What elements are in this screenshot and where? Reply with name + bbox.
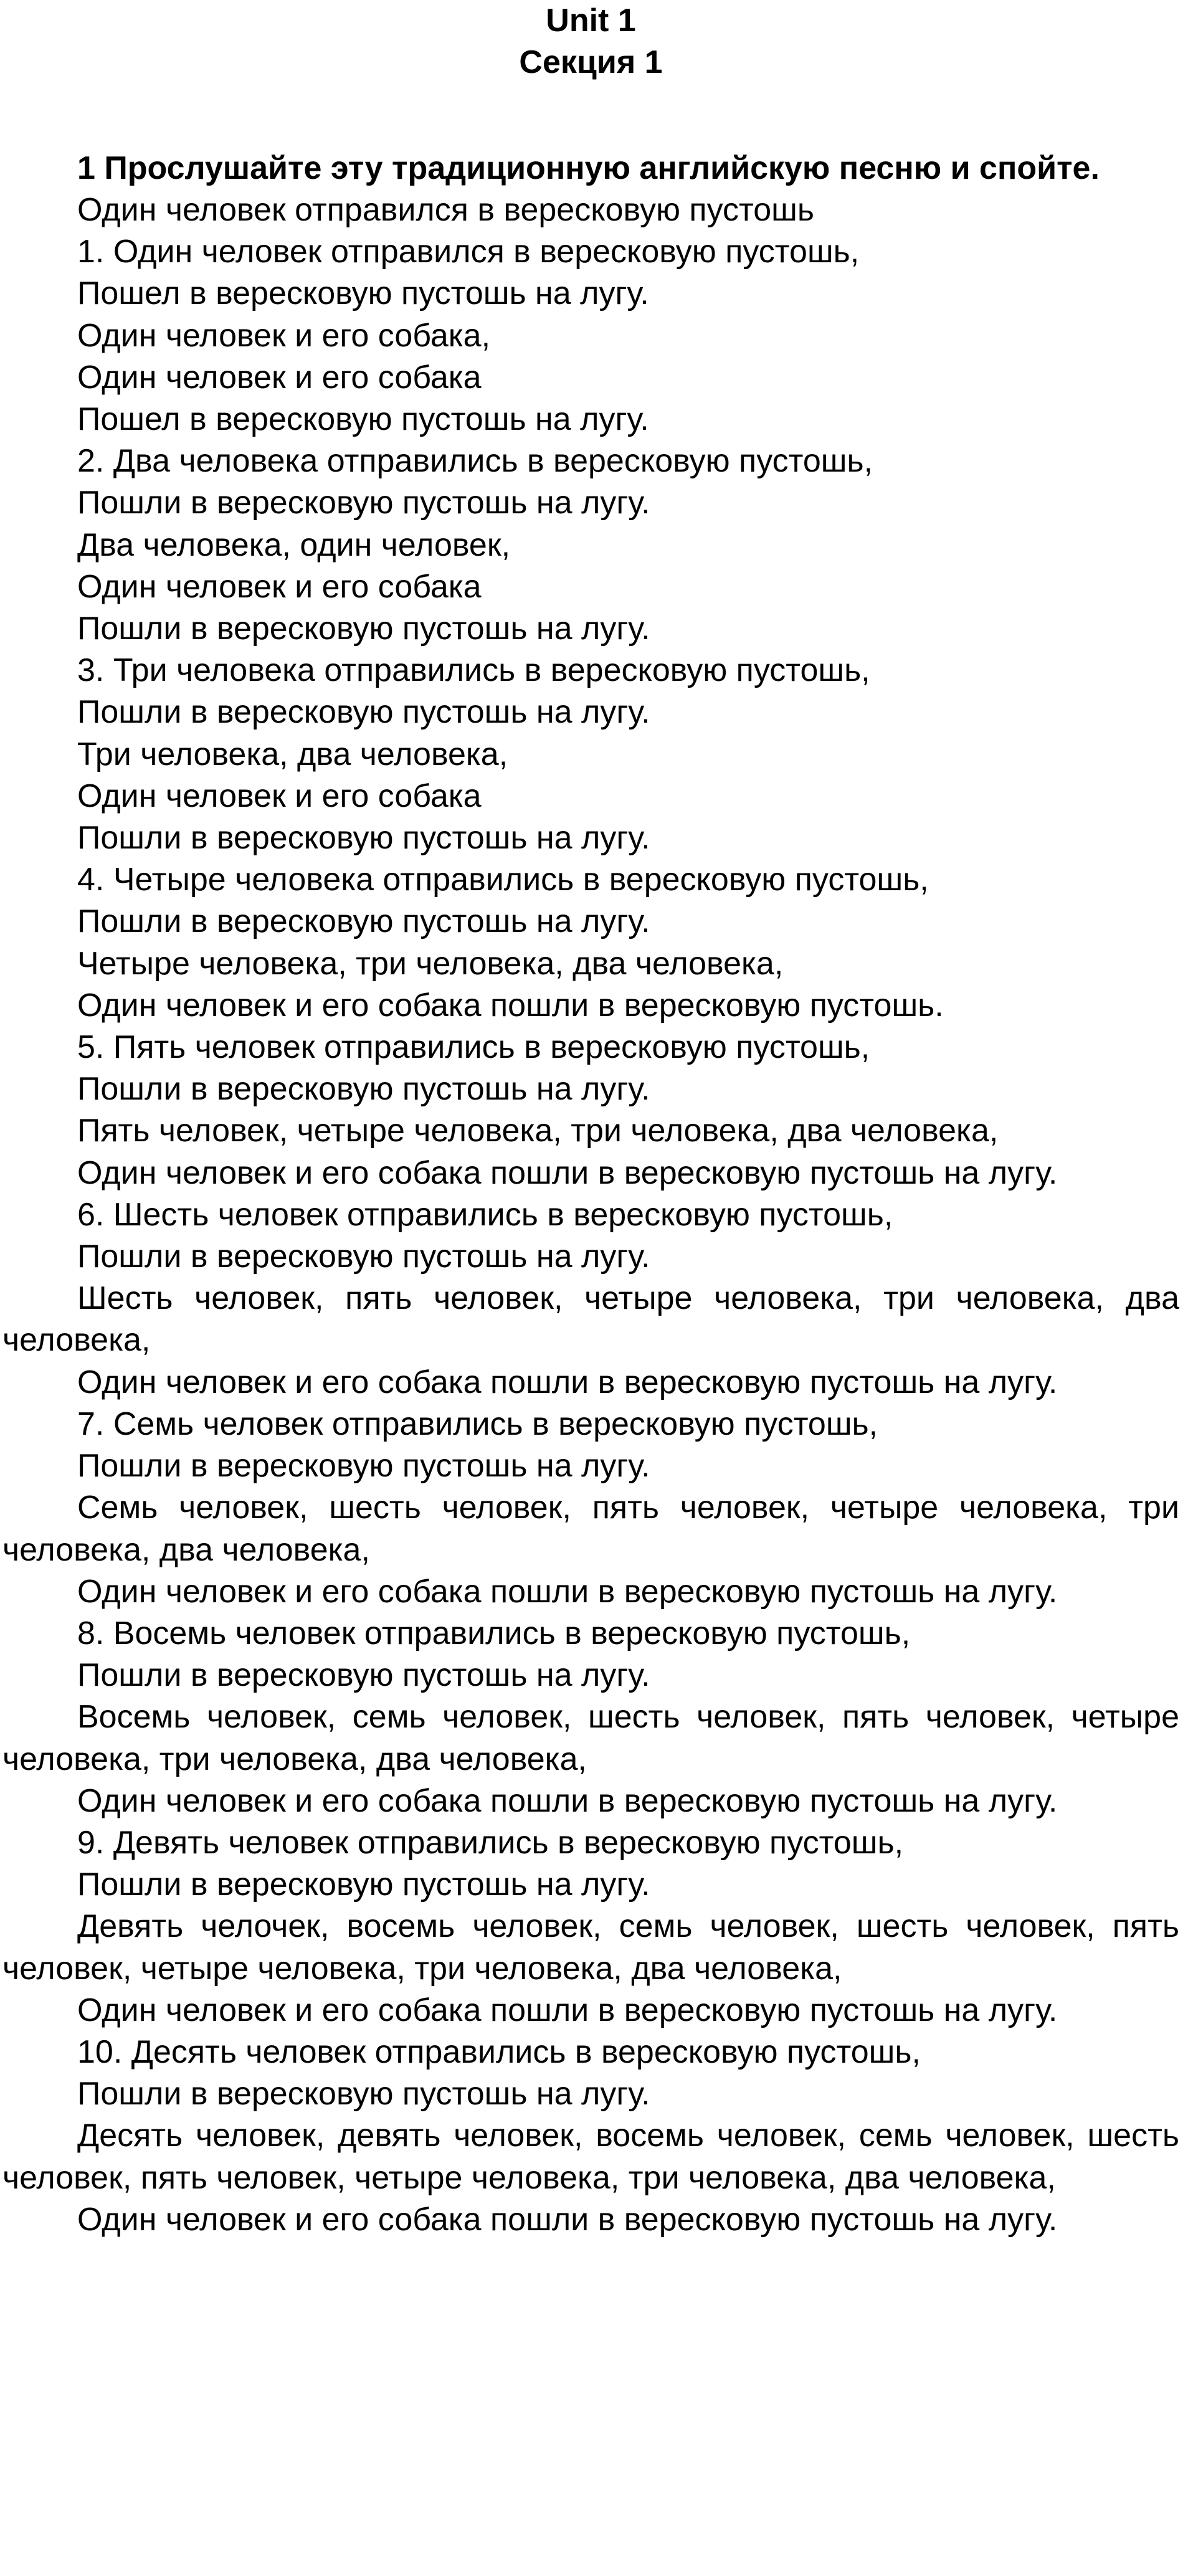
song-line: Пошел в вересковую пустошь на лугу. bbox=[77, 401, 649, 438]
song-line: Шесть человек, пять человек, четыре человека, три человека, два человека, bbox=[2, 1280, 1179, 1359]
song-line: 7. Семь человек отправились в вересковую пустошь, bbox=[77, 1405, 878, 1442]
song-line: 8. Восемь человек отправились в вересковую пустошь, bbox=[77, 1615, 911, 1652]
song-line: Пошли в вересковую пустошь на лугу. bbox=[77, 611, 650, 647]
song-line: Пять человек, четыре человека, три человека, два человека, bbox=[77, 1113, 999, 1149]
song-line: 3. Три человека отправились в вересковую пустошь, bbox=[77, 652, 870, 689]
song-line: Один человек и его собака bbox=[77, 568, 482, 605]
song-line: Пошли в вересковую пустошь на лугу. bbox=[77, 1657, 650, 1694]
task-instruction: 1 Прослушайте эту традиционную английскую песню и спойте. bbox=[77, 150, 1100, 186]
song-line: Один человек и его собака пошли в вересковую пустошь на лугу. bbox=[77, 1992, 1058, 2028]
song-line: 2. Два человека отправились в вересковую пустошь, bbox=[77, 443, 873, 480]
song-line: Один человек и его собака пошли в вересковую пустошь на лугу. bbox=[77, 2201, 1058, 2238]
song-line: 5. Пять человек отправились в вересковую пустошь, bbox=[77, 1029, 870, 1066]
song-line: Три человека, два человека, bbox=[77, 736, 508, 772]
song-line: Один человек и его собака пошли в вересковую пустошь на лугу. bbox=[77, 1782, 1058, 1819]
song-line: 1. Один человек отправился в вересковую пустошь, bbox=[77, 234, 860, 270]
song-line: 6. Шесть человек отправились в вересковую пустошь, bbox=[77, 1196, 893, 1233]
song-line: Пошли в вересковую пустошь на лугу. bbox=[77, 1238, 650, 1275]
song-line: Пошли в вересковую пустошь на лугу. bbox=[77, 2076, 650, 2113]
song-line: Семь человек, шесть человек, пять человек, четыре человека, три человека, два человека, bbox=[2, 1490, 1179, 1568]
song-line: Один человек и его собака пошли в вересковую пустошь на лугу. bbox=[77, 1573, 1058, 1610]
song-line: Четыре человека, три человека, два человека, bbox=[77, 945, 784, 982]
song-text bbox=[2, 189, 1179, 2241]
song-line: Один человек и его собака пошли в вересковую пустошь на лугу. bbox=[77, 1364, 1058, 1400]
song-line: Один человек и его собака пошли в вересковую пустошь. bbox=[77, 987, 944, 1024]
song-line: Два человека, один человек, bbox=[77, 526, 511, 563]
song-line: Пошли в вересковую пустошь на лугу. bbox=[77, 903, 650, 940]
song-line: Один человек и его собака пошли в вересковую пустошь на лугу. bbox=[77, 1154, 1058, 1191]
song-line: Пошли в вересковую пустошь на лугу. bbox=[77, 1071, 650, 1108]
song-line: Один человек и его собака bbox=[77, 359, 482, 396]
song-line: Десять человек, девять человек, восемь человек, семь человек, шесть человек, пять человек, четыре человека, три человека, два человека, bbox=[2, 2117, 1179, 2196]
song-line: Пошли в вересковую пустошь на лугу. bbox=[77, 1448, 650, 1485]
song-line: Пошли в вересковую пустошь на лугу. bbox=[77, 485, 650, 521]
song-line: 10. Десять человек отправились в вересковую пустошь, bbox=[77, 2033, 921, 2070]
song-line: Один человек и его собака, bbox=[77, 317, 491, 354]
song-title: Один человек отправился в вересковую пустошь bbox=[77, 192, 814, 228]
song-line: 4. Четыре человека отправились в вересковую пустошь, bbox=[77, 862, 929, 898]
song-line: Пошел в вересковую пустошь на лугу. bbox=[77, 275, 649, 312]
section-heading: Секция 1 bbox=[519, 44, 663, 80]
unit-heading: Unit 1 bbox=[546, 2, 636, 39]
song-line: Пошли в вересковую пустошь на лугу. bbox=[77, 1866, 650, 1903]
song-line: Восемь человек, семь человек, шесть человек, пять человек, четыре человека, три человека, два человека, bbox=[2, 1699, 1179, 1777]
song-line: Девять челочек, восемь человек, семь человек, шесть человек, пять человек, четыре человека, три человека, два человека, bbox=[2, 1908, 1179, 1987]
song-line: Один человек и его собака bbox=[77, 777, 482, 814]
song-line: Пошли в вересковую пустошь на лугу. bbox=[77, 820, 650, 857]
song-line: Пошли в вересковую пустошь на лугу. bbox=[77, 694, 650, 731]
song-line: 9. Девять человек отправились в вересковую пустошь, bbox=[77, 1824, 904, 1861]
